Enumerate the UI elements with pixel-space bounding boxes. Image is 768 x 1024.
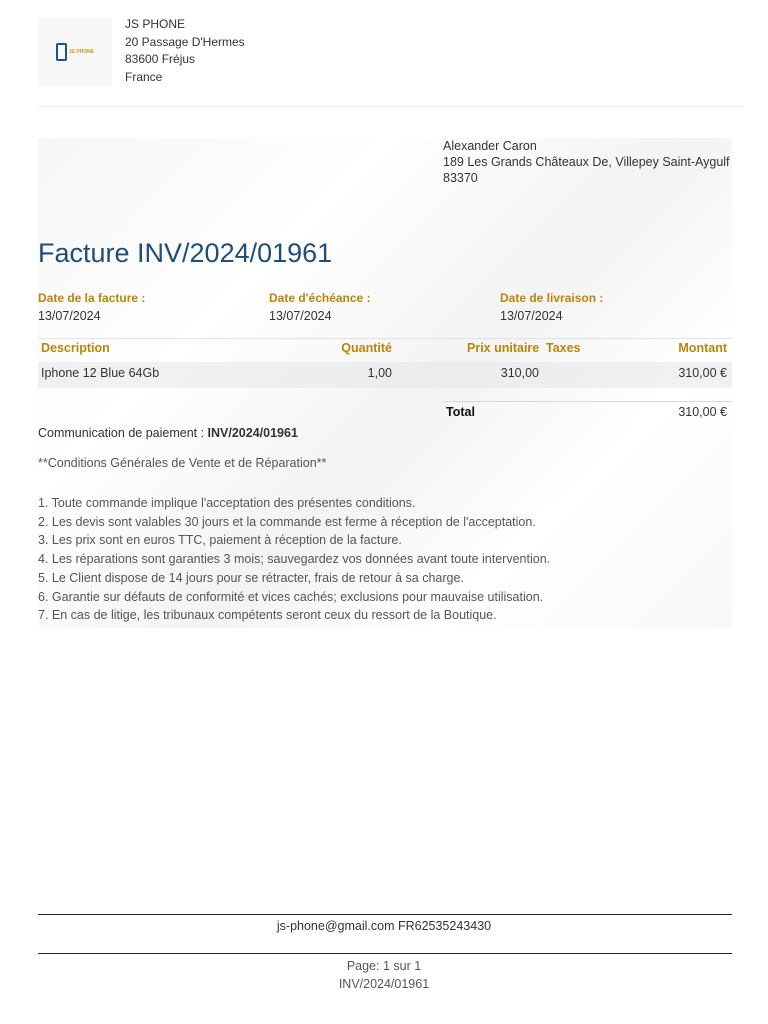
company-address-line2: 83600 Fréjus bbox=[125, 52, 196, 66]
footer-contact: js-phone@gmail.com FR62535243430 bbox=[276, 919, 492, 933]
due-date-value: 13/07/2024 bbox=[269, 309, 332, 323]
logo-text: JS PHONE bbox=[68, 49, 95, 55]
company-logo bbox=[38, 18, 112, 86]
delivery-date-value: 13/07/2024 bbox=[500, 309, 563, 323]
invoice-date-value: 13/07/2024 bbox=[38, 309, 101, 323]
invoice-dates bbox=[38, 290, 732, 330]
company-address-line1: 20 Passage D'Hermes bbox=[125, 34, 245, 49]
due-date bbox=[269, 290, 371, 323]
header-divider bbox=[38, 106, 742, 107]
payment-label: Communication de paiement : bbox=[38, 426, 205, 440]
total-label: Total bbox=[446, 405, 475, 419]
payment-communication bbox=[38, 426, 298, 440]
header-unit-price: Prix unitaire bbox=[467, 341, 540, 355]
condition-item: 5. Le Client dispose de 14 jours pour se rétracter, frais de retour à sa charge. bbox=[38, 570, 464, 585]
company-name: JS PHONE bbox=[125, 17, 186, 31]
page-number: Page: 1 sur 1 bbox=[346, 959, 422, 973]
condition-item: 2. Les devis sont valables 30 jours et la commande est ferme à réception de l'acceptation. bbox=[38, 514, 536, 529]
header-quantity: Quantité bbox=[341, 341, 392, 355]
row-amount: 310,00 € bbox=[678, 366, 727, 380]
conditions-list bbox=[38, 494, 550, 625]
delivery-date bbox=[500, 290, 603, 323]
invoice-title: Facture INV/2024/01961 bbox=[38, 238, 333, 268]
footer-page-info bbox=[0, 957, 768, 993]
row-description: Iphone 12 Blue 64Gb bbox=[41, 366, 160, 380]
header-amount: Montant bbox=[678, 341, 727, 355]
condition-item: 1. Toute commande implique l'acceptation des présentes conditions. bbox=[38, 496, 416, 510]
footer-reference: INV/2024/01961 bbox=[338, 977, 430, 991]
header-taxes: Taxes bbox=[546, 341, 581, 355]
invoice-date-label: Date de la facture : bbox=[38, 291, 146, 305]
invoice-date bbox=[38, 290, 145, 323]
conditions-title: **Conditions Générales de Vente et de Réparation** bbox=[38, 456, 327, 470]
footer-divider-bottom bbox=[38, 953, 732, 954]
header-description: Description bbox=[41, 341, 110, 355]
customer-address-block bbox=[443, 138, 733, 186]
row-quantity: 1,00 bbox=[367, 366, 392, 380]
condition-item: 3. Les prix sont en euros TTC, paiement à réception de la facture. bbox=[38, 533, 402, 548]
footer-divider-top bbox=[38, 914, 732, 915]
condition-item: 6. Garantie sur défauts de conformité et vices cachés; exclusions pour mauvaise utilisation. bbox=[38, 589, 544, 604]
row-unit-price: 310,00 bbox=[500, 366, 539, 380]
payment-reference: INV/2024/01961 bbox=[207, 426, 298, 440]
customer-postal-code: 83370 bbox=[443, 171, 478, 185]
due-date-label: Date d'échéance : bbox=[269, 291, 371, 305]
table-top-divider bbox=[38, 338, 732, 339]
condition-item: 4. Les réparations sont garanties 3 mois; sauvegardez vos données avant toute intervention. bbox=[38, 552, 551, 567]
condition-item: 7. En cas de litige, les tribunaux compétents seront ceux du ressort de la Boutique. bbox=[38, 608, 497, 623]
customer-name: Alexander Caron bbox=[443, 139, 537, 153]
company-address-block bbox=[125, 16, 245, 86]
company-country: France bbox=[125, 69, 163, 84]
delivery-date-label: Date de livraison : bbox=[500, 291, 604, 305]
total-value: 310,00 € bbox=[678, 405, 727, 419]
customer-address-line1: 189 Les Grands Châteaux De, Villepey Saint-Aygulf bbox=[443, 155, 730, 169]
phone-icon bbox=[56, 43, 67, 61]
total-divider bbox=[443, 401, 732, 402]
